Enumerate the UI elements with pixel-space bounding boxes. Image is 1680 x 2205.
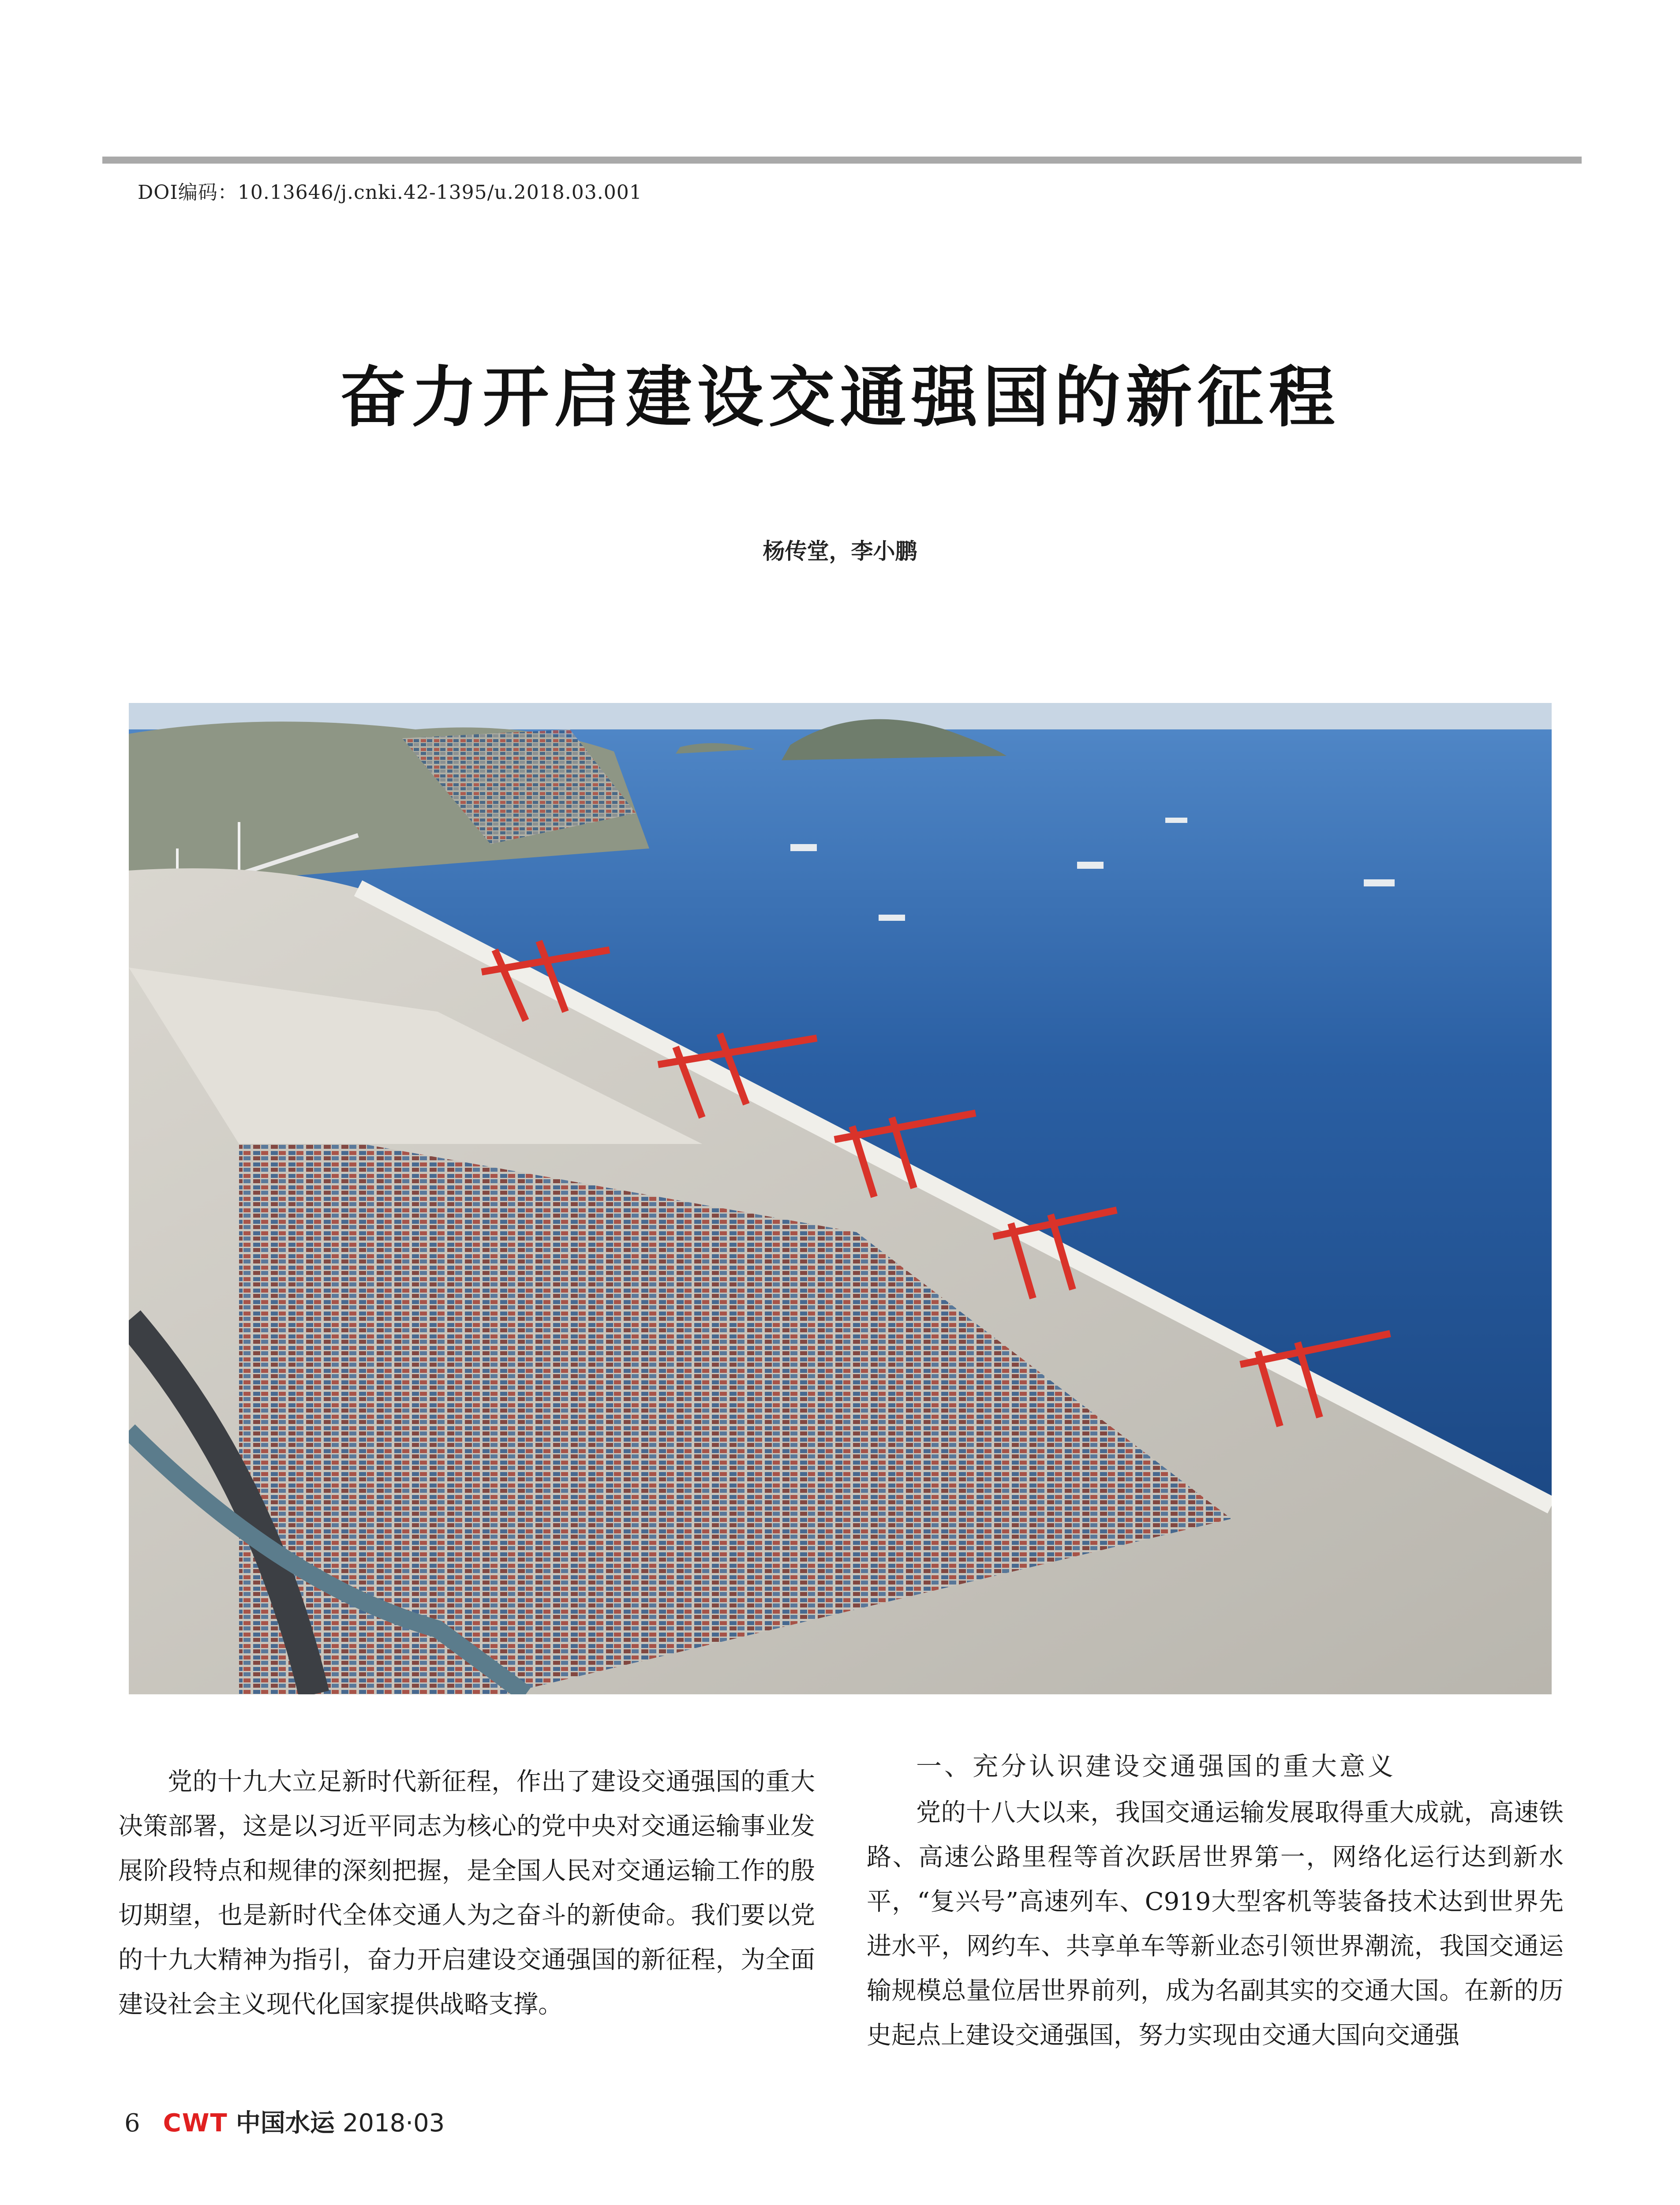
intro-column: [118, 1760, 815, 2027]
port-aerial-photo: [129, 703, 1552, 1694]
article-title: 奋力开启建设交通强国的新征程: [340, 359, 1340, 436]
section1-heading: 一、充分认识建设交通强国的重大意义: [916, 1751, 1396, 1781]
magazine-name: 中国水运: [236, 2108, 335, 2138]
intro-paragraph: 党的十九大立足新时代新征程，作出了建设交通强国的重大决策部署，这是以习近平同志为核心的党中央对交通运输事业发展阶段特点和规律的深刻把握，是全国人民对交通运输工作的殷切期望，也是新时代全体交通人为之奋斗的新使命。我们要以党的十九大精神为指引，奋力开启建设交通强国的新征程，为全面建设社会主义现代化国家提供战略支撑。: [118, 1768, 815, 2019]
section1-paragraph: 党的十八大以来，我国交通运输发展取得重大成就，高速铁路、高速公路里程等首次跃居世界第一，网络化运行达到新水平，“复兴号”高速列车、C919大型客机等装备技术达到世界先进水平，网约车、共享单车等新业态引领世界潮流，我国交通运输规模总量位居世界前列，成为名副其实的交通大国。在新的历史起点上建设交通强国，努力实现由交通大国向交通强: [867, 1798, 1564, 2050]
doi-code: DOI编码：10.13646/j.cnki.42-1395/u.2018.03.001: [138, 181, 642, 204]
brand-logo: CWT: [163, 2109, 228, 2138]
header-rule: [102, 157, 1582, 164]
page-number: 6: [124, 2109, 140, 2138]
article-authors: 杨传堂，李小鹏: [763, 538, 917, 564]
issue-number: 2018·03: [342, 2109, 445, 2138]
section1-column: [867, 1744, 1564, 2058]
page-footer: [124, 2104, 445, 2139]
